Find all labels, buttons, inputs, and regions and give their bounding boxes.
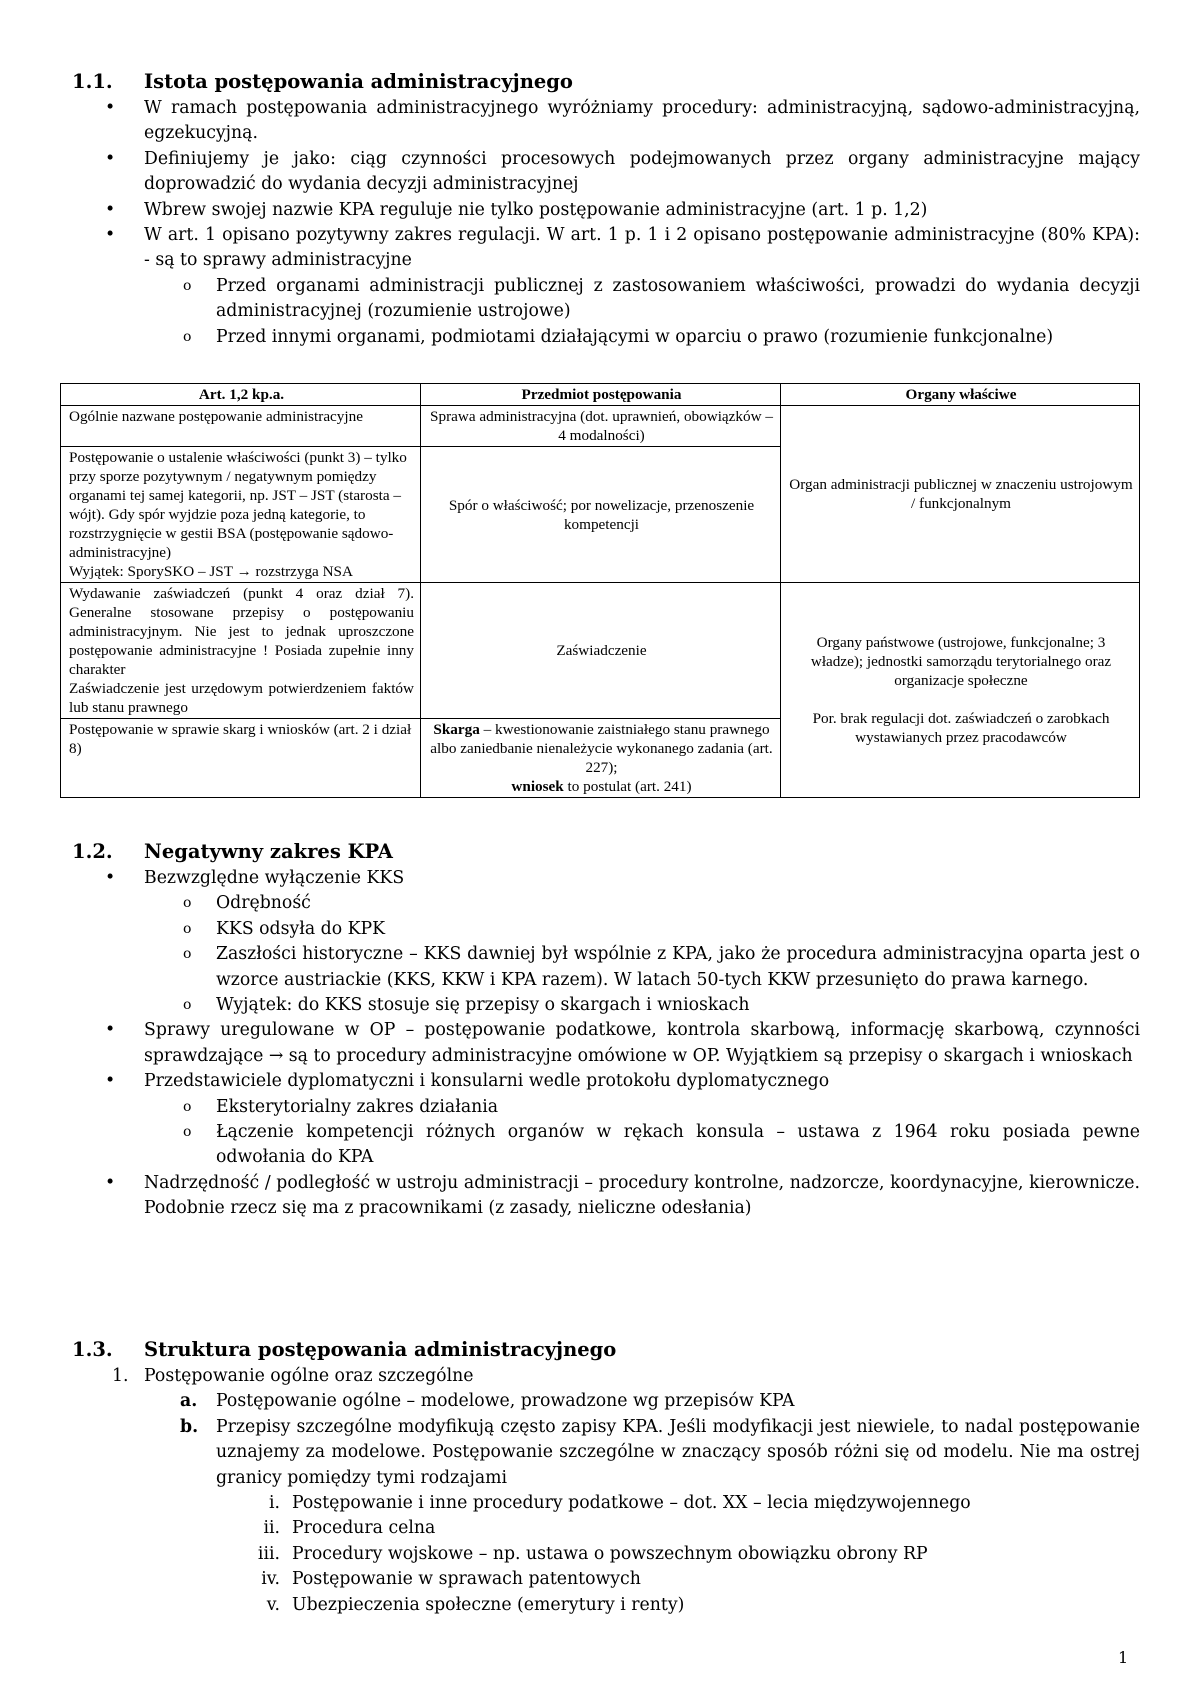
sub-sub-list-item: v. Ubezpieczenia społeczne (emerytury i renty) xyxy=(266,1594,685,1615)
sub-list-item: o Zaszłości historyczne – KKS dawniej był wspólnie z KPA, jako że procedura administracyjna oparta jest o wzorce austriackie (KKS, KKW i KPA razem). W latach 50-tych KKW przesunięto do prawa karnego. xyxy=(183,944,1140,990)
arrow-right-icon: → xyxy=(268,1045,284,1066)
section-3-heading: 1.3. Struktura postępowania administracyjnego xyxy=(72,1338,617,1361)
sub-sub-list-item: iv. Postępowanie w sprawach patentowych xyxy=(261,1569,641,1590)
table-cell: Skarga – kwestionowanie zaistniałego stanu prawnego albo zaniedbanie nienależycie wykonanego zadania (art. 227); wniosek to postulat (art. 241) xyxy=(421,719,781,798)
sub-list-item: o KKS odsyła do KPK xyxy=(183,918,386,939)
sub-sub-list-item: i. Postępowanie i inne procedury podatkowe – dot. XX – lecia międzywojennego xyxy=(268,1493,971,1514)
list-item: • Wbrew swojej nazwie KPA reguluje nie tylko postępowanie administracyjne (art. 1 p. 1,2) xyxy=(105,199,928,220)
list-item: • Przedstawiciele dyplomatyczni i konsularni wedle protokołu dyplomatycznego xyxy=(105,1071,830,1092)
section-2 xyxy=(72,838,1140,1222)
list-item: • Definiujemy je jako: ciąg czynności procesowych podejmowanych przez organy administracyjne mający doprowadzić do wydania decyzji administracyjnej xyxy=(105,148,1140,195)
section-1-heading: 1.1. Istota postępowania administracyjnego xyxy=(72,70,573,93)
table-cell: Wydawanie zaświadczeń (punkt 4 oraz dział 7). Generalne stosowane przepisy o postępowaniu administracyjnym. Nie jest to jednak uproszczone postępowanie administracyjne ! Posiada zupełnie inny charakter Zaświadczenie jest urzędowym potwierdzeniem faktów lub stanu prawnego xyxy=(61,583,421,719)
sub-list-item: a. Postępowanie ogólne – modelowe, prowadzone wg przepisów KPA xyxy=(180,1391,795,1412)
table-header: Organy właściwe xyxy=(781,384,1140,406)
list-item: • Nadrzędność / podległość w ustroju administracji – procedury kontrolne, nadzorcze, koordynacyjne, kierownicze. Podobnie rzecz się ma z pracownikami (z zasady, nieliczne odesłania) xyxy=(105,1172,1140,1219)
section-3-list xyxy=(72,1364,1140,1618)
section-2-heading: 1.2. Negatywny zakres KPA xyxy=(72,840,393,863)
sub-list-item: o Łączenie kompetencji różnych organów w rękach konsula – ustawa z 1964 roku posiada pewne odwołania do KPA xyxy=(183,1122,1140,1168)
table-header: Art. 1,2 kp.a. xyxy=(61,384,421,406)
sub-list-item: o Wyjątek: do KKS stosuje się przepisy o skargach i wnioskach xyxy=(183,995,750,1016)
page-number: 1 xyxy=(1118,1648,1129,1667)
list-item: • Sprawy uregulowane w OP – postępowanie podatkowe, kontrola skarbową, informację skarbową, czynności sprawdzające → są to procedury administracyjne omówione w OP. Wyjątkiem są przepisy o skargach i wnioskach xyxy=(105,1020,1140,1066)
sub-list-item: b. Przepisy szczególne modyfikują często zapisy KPA. Jeśli modyfikacji jest niewiele, to nadal postępowanie uznajemy za modelowe. Postępowanie szczególne w znaczący sposób różni się od modelu. Nie ma ostrej granicy pomiędzy tymi rodzajami xyxy=(180,1416,1140,1488)
table-cell: Organ administracji publicznej w znaczeniu ustrojowym / funkcjonalnym xyxy=(781,406,1140,583)
sub-list-item: o Przed organami administracji publicznej z zastosowaniem właściwości, prowadzi do wydania decyzji administracyjnej (rozumienie ustrojowe) xyxy=(183,275,1140,322)
list-item: • W ramach postępowania administracyjnego wyróżniamy procedury: administracyjną, sądowo-administracyjną, egzekucyjną. xyxy=(105,98,1140,144)
section-3 xyxy=(72,1336,1140,1618)
table-row xyxy=(61,406,1140,447)
list-item: • Bezwzględne wyłączenie KKS xyxy=(105,868,405,888)
section-1-list xyxy=(72,96,1140,350)
table-cell: Zaświadczenie xyxy=(421,583,781,719)
table-cell: Postępowanie o ustalenie właściwości (punkt 3) – tylko przy sporze pozytywnym / negatywnym pomiędzy organami tej samej kategorii, np. JST – JST (starosta – wójt). Gdy spór wyjdzie poza jedną kategorie, to rozstrzygnięcie w gestii BSA (postępowanie sądowo-administracyjne) Wyjątek: SporySKO – JST → rozstrzyga NSA xyxy=(61,447,421,583)
arrow-right-icon: → xyxy=(236,563,252,580)
table-cell: Spór o właściwość; por nowelizacje, przenoszenie kompetencji xyxy=(421,447,781,583)
table-cell: Sprawa administracyjna (dot. uprawnień, obowiązków – 4 modalności) xyxy=(421,406,781,447)
sub-sub-list-item: ii. Procedura celna xyxy=(263,1518,436,1539)
sub-list-item: o Przed innymi organami, podmiotami działającymi w oparciu o prawo (rozumienie funkcjonalne) xyxy=(183,326,1054,347)
sub-sub-list-item: iii. Procedury wojskowe – np. ustawa o powszechnym obowiązku obrony RP xyxy=(257,1543,928,1564)
list-item: 1. Postępowanie ogólne oraz szczególne xyxy=(112,1366,474,1386)
table-row xyxy=(61,583,1140,719)
table-cell: Organy państwowe (ustrojowe, funkcjonalne; 3 władze); jednostki samorządu terytorialnego oraz organizacje społeczne Por. brak regulacji dot. zaświadczeń o zarobkach wystawianych przez pracodawców xyxy=(781,583,1140,798)
table-header: Przedmiot postępowania xyxy=(421,384,781,406)
table-cell: Postępowanie w sprawie skarg i wniosków (art. 2 i dział 8) xyxy=(61,719,421,798)
table-cell: Ogólnie nazwane postępowanie administracyjne xyxy=(61,406,421,447)
section-2-list xyxy=(72,866,1140,1222)
table-header-row xyxy=(61,384,1140,406)
kpa-table xyxy=(60,383,1140,798)
section-1 xyxy=(72,68,1140,350)
sub-list-item: o Eksterytorialny zakres działania xyxy=(183,1096,499,1117)
sub-list-item: o Odrębność xyxy=(183,893,311,914)
list-item: • W art. 1 opisano pozytywny zakres regulacji. W art. 1 p. 1 i 2 opisano postępowanie administracyjne (80% KPA): - są to sprawy administracyjne xyxy=(105,225,1140,271)
